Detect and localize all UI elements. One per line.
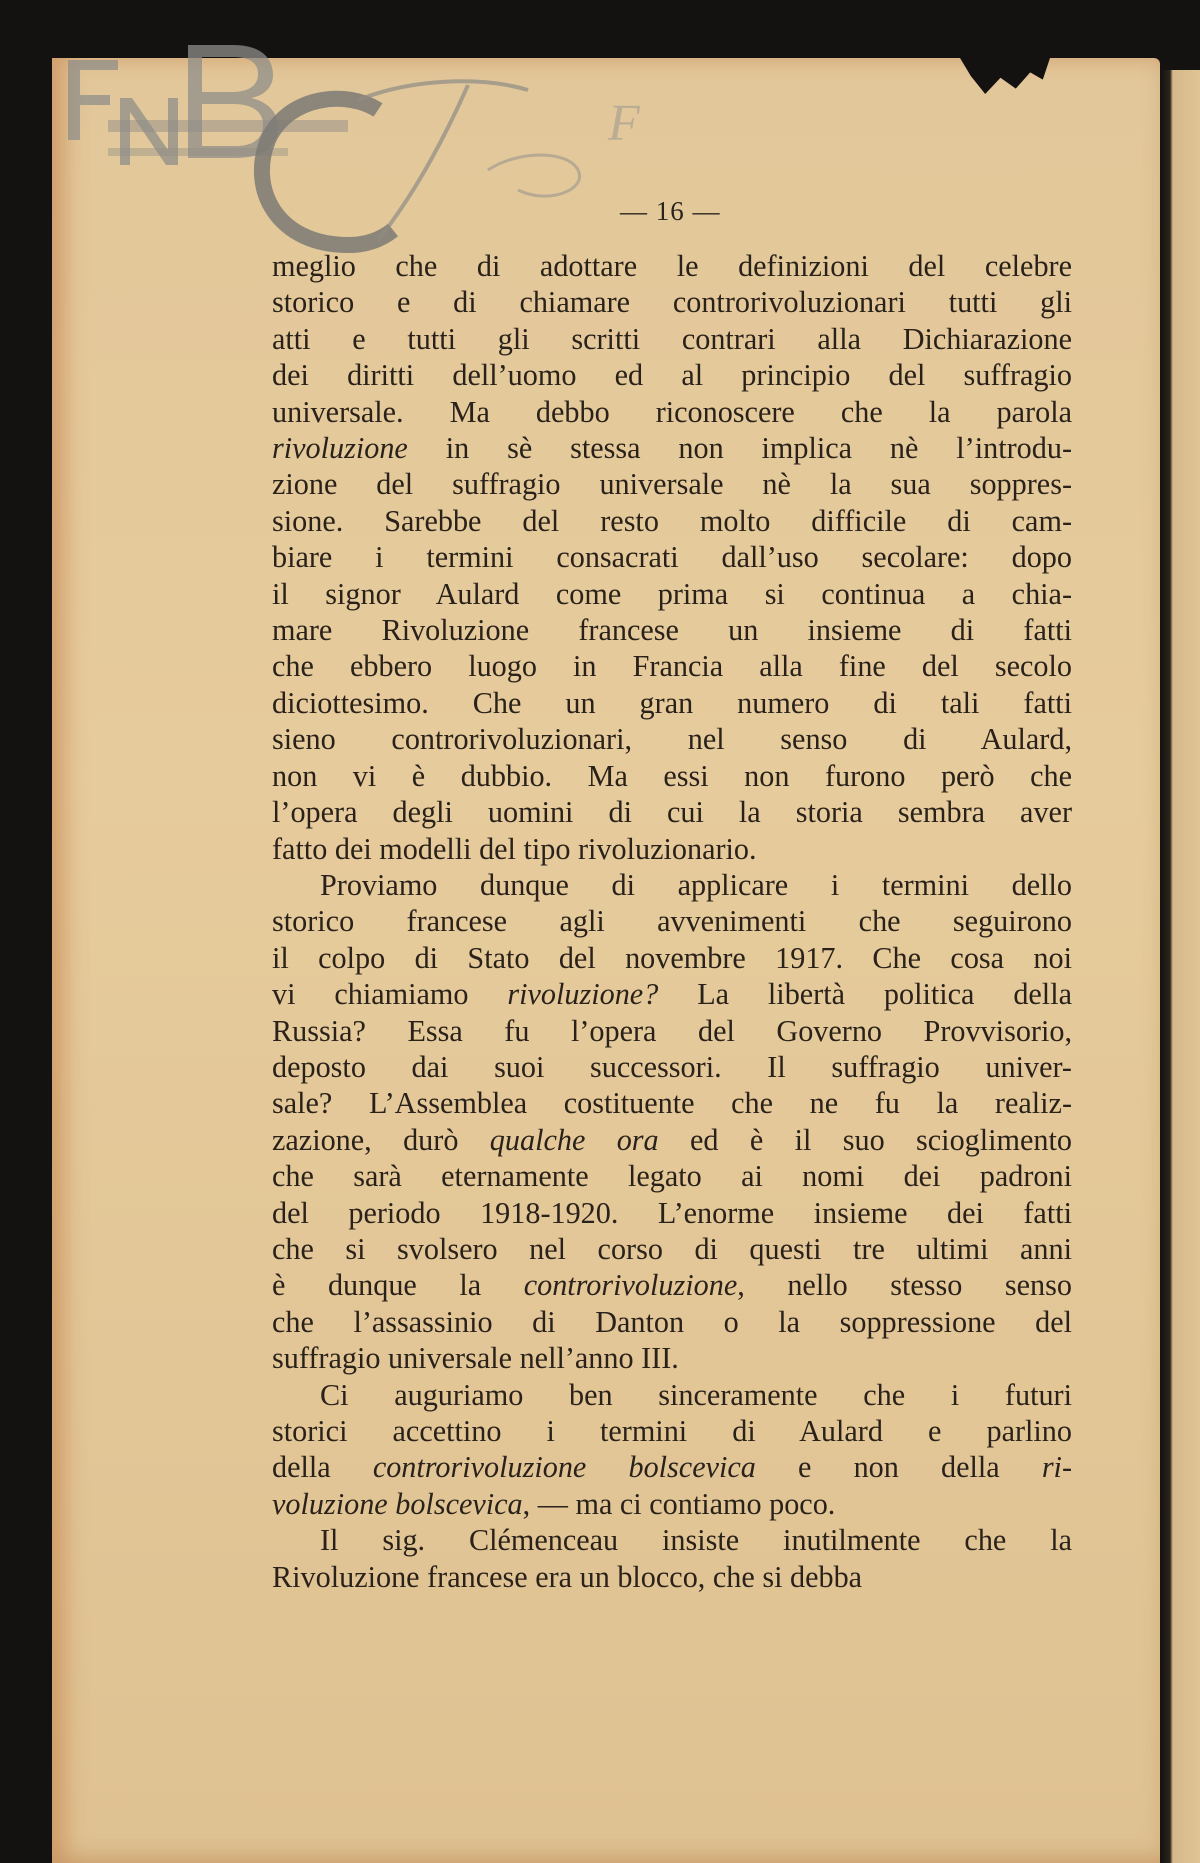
italic-text: rivoluzione? bbox=[507, 977, 659, 1012]
text-line bbox=[272, 1231, 1072, 1267]
text-segment: fatto dei modelli del tipo rivoluzionario. bbox=[272, 831, 757, 866]
text-line bbox=[272, 1413, 1072, 1449]
italic-text: controrivoluzione bolscevica bbox=[372, 1450, 756, 1485]
paragraph bbox=[272, 248, 1072, 867]
text-segment: che si svolsero nel corso di questi tre ultimi anni bbox=[272, 1231, 1072, 1266]
text-line bbox=[272, 576, 1072, 612]
text-segment: universale. Ma debbo riconoscere che la parola bbox=[272, 394, 1072, 429]
next-page-edge bbox=[1160, 70, 1200, 1863]
text-segment: diciottesimo. Che un gran numero di tali fatti bbox=[272, 685, 1072, 720]
text-segment: zione del suffragio universale nè la sua soppres- bbox=[272, 467, 1072, 502]
text-line bbox=[272, 1486, 1072, 1522]
text-segment: sieno controrivoluzionari, nel senso di Aulard, bbox=[272, 722, 1072, 757]
text-line bbox=[272, 612, 1072, 648]
text-segment: mare Rivoluzione francese un insieme di fatti bbox=[272, 613, 1072, 648]
text-line bbox=[272, 539, 1072, 575]
italic-text: ri- bbox=[1041, 1450, 1072, 1485]
text-segment: sale? L’Assemblea costituente che ne fu la realiz- bbox=[272, 1086, 1072, 1121]
text-segment: Ci auguriamo ben sinceramente che i futuri bbox=[320, 1377, 1072, 1412]
text-segment: , — ma ci contiamo poco. bbox=[522, 1486, 836, 1521]
text-line bbox=[272, 1522, 1072, 1558]
text-segment: è dunque la bbox=[272, 1268, 524, 1303]
text-segment: Proviamo dunque di applicare i termini dello bbox=[320, 867, 1072, 902]
text-line bbox=[272, 794, 1072, 830]
text-line bbox=[272, 1122, 1072, 1158]
text-segment: l’opera degli uomini di cui la storia sembra aver bbox=[272, 795, 1072, 830]
text-line bbox=[272, 976, 1072, 1012]
text-segment: sione. Sarebbe del resto molto difficile di cam- bbox=[272, 503, 1072, 538]
text-line bbox=[272, 1195, 1072, 1231]
text-line bbox=[272, 831, 1072, 867]
text-segment: biare i termini consacrati dall’uso secolare: dopo bbox=[272, 540, 1072, 575]
text-segment: vi chiamiamo bbox=[272, 977, 508, 1012]
text-line bbox=[272, 1377, 1072, 1413]
text-line bbox=[272, 685, 1072, 721]
italic-text: voluzione bolscevica bbox=[272, 1486, 523, 1521]
text-line bbox=[272, 357, 1072, 393]
page-number: — 16 — bbox=[620, 196, 721, 226]
text-line bbox=[272, 1158, 1072, 1194]
text-line bbox=[272, 940, 1072, 976]
body-text bbox=[272, 248, 1072, 1595]
text-segment: storico francese agli avvenimenti che seguirono bbox=[272, 904, 1072, 939]
text-segment: Rivoluzione francese era un blocco, che si debba bbox=[272, 1559, 863, 1594]
text-line bbox=[272, 503, 1072, 539]
text-line bbox=[272, 466, 1072, 502]
text-line bbox=[272, 284, 1072, 320]
text-line bbox=[272, 1049, 1072, 1085]
text-line bbox=[272, 1013, 1072, 1049]
text-segment: della bbox=[272, 1450, 373, 1485]
text-segment: storico e di chiamare controrivoluzionari tutti gli bbox=[272, 285, 1072, 320]
text-segment: il signor Aulard come prima si continua a chia- bbox=[272, 576, 1072, 611]
paragraph bbox=[272, 1522, 1072, 1595]
text-line bbox=[272, 721, 1072, 757]
text-segment: deposto dai suoi successori. Il suffragio univer- bbox=[272, 1049, 1072, 1084]
svg-text:F: F bbox=[608, 95, 640, 152]
text-segment: dei diritti dell’uomo ed al principio del suffragio bbox=[272, 358, 1072, 393]
text-line bbox=[272, 394, 1072, 430]
text-segment: meglio che di adottare le definizioni del celebre bbox=[272, 249, 1072, 283]
text-segment: in sè stessa non implica nè l’introdu- bbox=[407, 431, 1072, 466]
text-segment: , nello stesso senso bbox=[737, 1268, 1072, 1303]
text-line bbox=[272, 1449, 1072, 1485]
text-segment: storici accettino i termini di Aulard e parlino bbox=[272, 1414, 1072, 1448]
text-line bbox=[272, 430, 1072, 466]
text-segment: suffragio universale nell’anno III. bbox=[272, 1341, 679, 1376]
text-segment: zazione, durò bbox=[272, 1122, 490, 1157]
italic-text: qualche ora bbox=[489, 1122, 659, 1157]
text-segment: atti e tutti gli scritti contrari alla Dichiarazione bbox=[272, 321, 1072, 356]
text-line bbox=[272, 321, 1072, 357]
text-segment: il colpo di Stato del novembre 1917. Che cosa noi bbox=[272, 940, 1072, 975]
text-segment: Russia? Essa fu l’opera del Governo Provvisorio, bbox=[272, 1013, 1072, 1048]
text-line bbox=[272, 1267, 1072, 1303]
text-segment: che sarà eternamente legato ai nomi dei padroni bbox=[272, 1159, 1072, 1194]
text-line bbox=[272, 903, 1072, 939]
text-line bbox=[272, 1304, 1072, 1340]
text-segment: che ebbero luogo in Francia alla fine del secolo bbox=[272, 649, 1072, 684]
text-segment: del periodo 1918-1920. L’enorme insieme dei fatti bbox=[272, 1195, 1072, 1230]
text-segment: che l’assassinio di Danton o la soppressione del bbox=[272, 1304, 1072, 1339]
text-line bbox=[272, 1559, 1072, 1595]
italic-text: rivoluzione bbox=[272, 431, 408, 466]
text-segment: Il sig. Clémenceau insiste inutilmente che la bbox=[320, 1523, 1072, 1558]
text-segment: non vi è dubbio. Ma essi non furono però che bbox=[272, 758, 1072, 793]
text-line bbox=[272, 867, 1072, 903]
text-line bbox=[272, 758, 1072, 794]
paragraph bbox=[272, 867, 1072, 1377]
italic-text: controrivoluzione bbox=[523, 1268, 738, 1303]
text-line bbox=[272, 1085, 1072, 1121]
text-line bbox=[272, 1340, 1072, 1376]
text-segment: e non della bbox=[755, 1450, 1042, 1485]
paragraph bbox=[272, 1377, 1072, 1523]
text-segment: ed è il suo scioglimento bbox=[658, 1122, 1072, 1157]
text-segment: La libertà politica della bbox=[658, 977, 1072, 1012]
text-line bbox=[272, 248, 1072, 284]
text-line bbox=[272, 648, 1072, 684]
